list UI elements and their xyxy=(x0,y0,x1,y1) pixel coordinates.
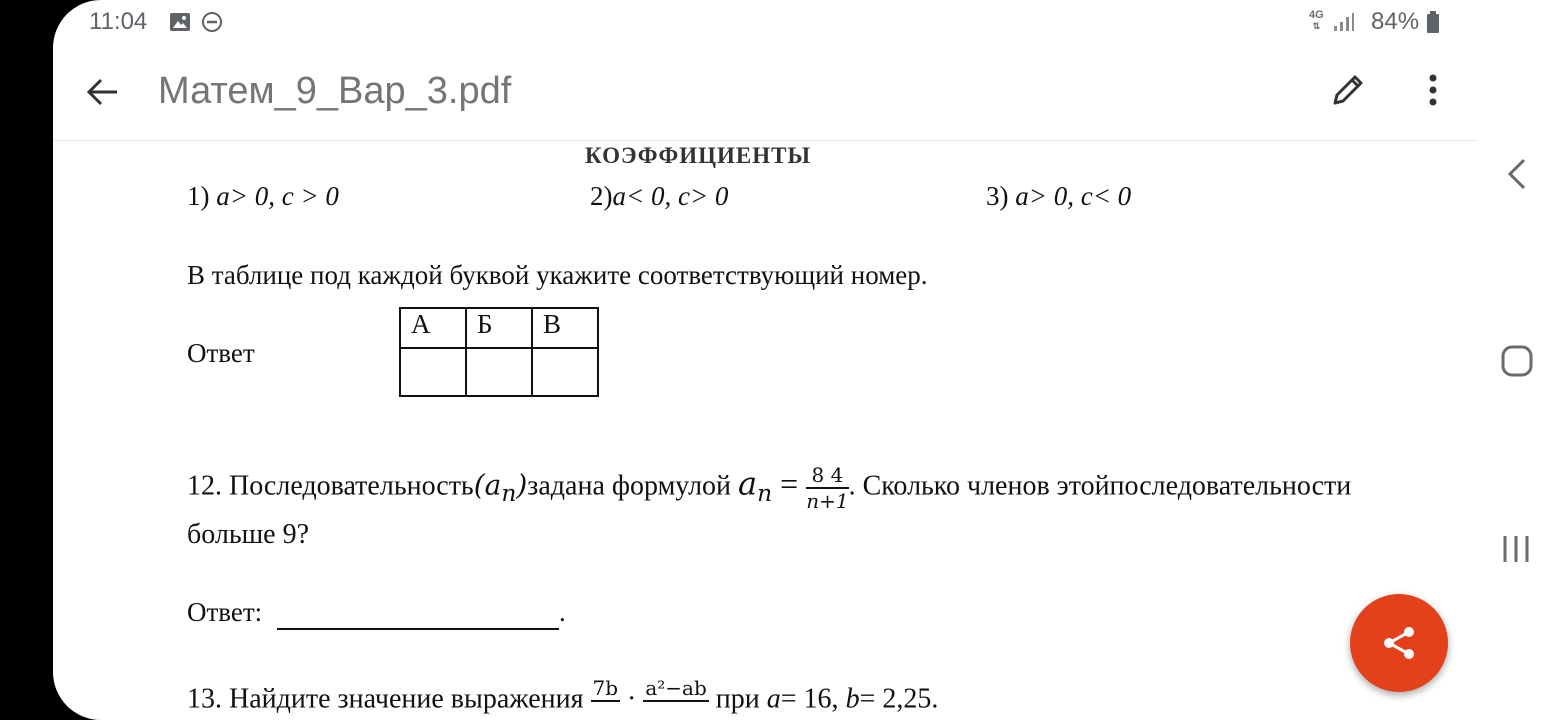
option-3: 3) a> 0, c< 0 xyxy=(986,181,1132,211)
battery-icon xyxy=(1426,11,1440,38)
back-button[interactable] xyxy=(83,72,123,112)
nav-recents-icon xyxy=(1501,533,1531,565)
nav-home-button[interactable] xyxy=(1500,344,1534,378)
pencil-icon xyxy=(1328,70,1368,110)
table-cell xyxy=(466,348,532,396)
table-header-b: Б xyxy=(466,308,532,348)
answer-label: Ответ xyxy=(187,338,255,368)
answer-label-2: Ответ: xyxy=(187,597,263,627)
more-vert-icon xyxy=(1418,70,1448,110)
fraction-1: 7b xyxy=(592,676,619,700)
share-icon xyxy=(1382,626,1416,660)
question-13: 13. Найдите значение выражения 7b · a²−ab при a= 16, b= 2,25. xyxy=(187,676,938,720)
coefficients-heading: КОЭФФИЦИЕНТЫ xyxy=(585,143,812,168)
formula-fraction: $\frac{8 4}{n+1}$ xyxy=(806,463,849,513)
app-bar xyxy=(53,44,1476,141)
table-header-v: В xyxy=(532,308,598,348)
back-arrow-icon xyxy=(83,72,123,112)
nav-home-icon xyxy=(1500,344,1534,378)
option-1: 1) a> 0, c > 0 xyxy=(187,181,339,211)
question-12-line2: больше 9? xyxy=(187,519,310,550)
network-type: 4G ⇅ xyxy=(1309,9,1324,31)
dnd-icon xyxy=(201,11,223,38)
gallery-icon xyxy=(169,12,191,37)
status-bar xyxy=(53,0,1560,44)
question-12: 12. $Последовательность(a_n)задана$ формулой $a_n$ = $\frac{8 4}{n+1}$ . Сколько членов этойпоследовательности xyxy=(187,463,1352,513)
table-cell xyxy=(532,348,598,396)
document-title: Матем_9_Вар_3.pdf xyxy=(158,70,512,112)
nav-recents-button[interactable] xyxy=(1501,533,1531,565)
fraction-2: a²−ab xyxy=(645,676,707,700)
answer-table xyxy=(399,307,599,397)
share-button[interactable] xyxy=(1350,594,1448,692)
answer-blank-line xyxy=(277,628,559,630)
signal-icon xyxy=(1333,12,1355,37)
more-options-button[interactable] xyxy=(1418,70,1448,110)
instruction-text: В таблице под каждой буквой укажите соответствующий номер. xyxy=(187,260,928,290)
nav-back-button[interactable] xyxy=(1502,154,1532,194)
pdf-page[interactable] xyxy=(53,141,1476,720)
option-2: 2)a< 0, c> 0 xyxy=(590,181,729,211)
screen xyxy=(53,0,1560,720)
status-time: 11:04 xyxy=(89,8,148,35)
nav-back-icon xyxy=(1502,154,1532,194)
table-cell xyxy=(400,348,466,396)
edit-button[interactable] xyxy=(1328,70,1368,110)
answer-period: . xyxy=(559,597,566,627)
battery-percent: 84% xyxy=(1371,8,1420,35)
table-header-a: А xyxy=(400,308,466,348)
